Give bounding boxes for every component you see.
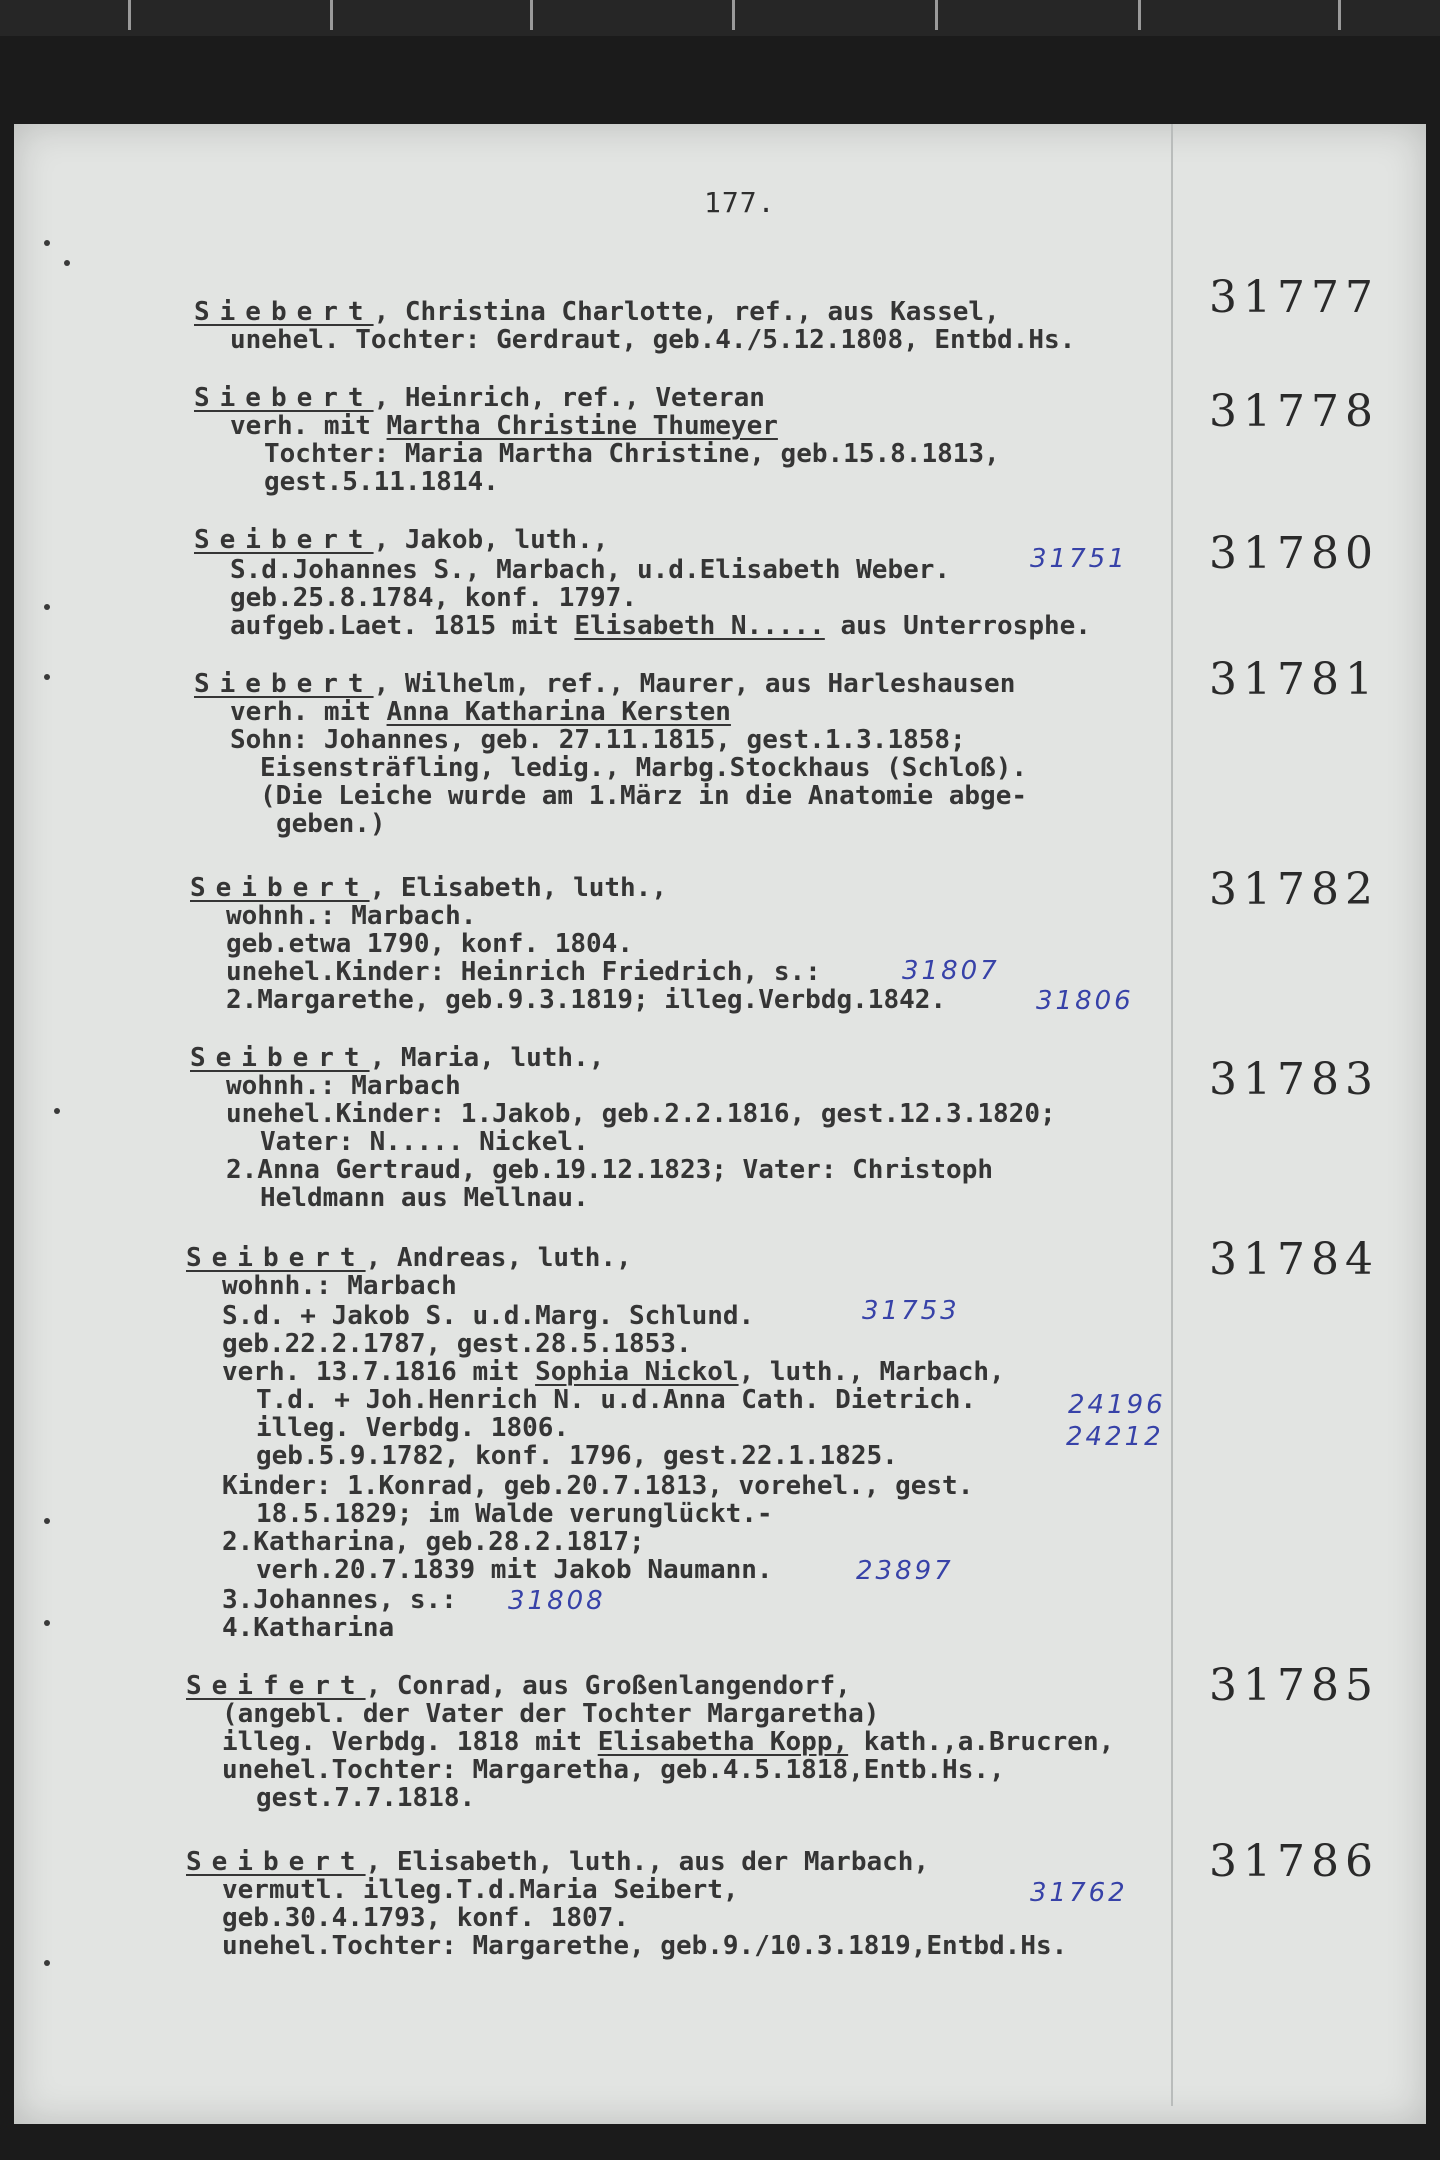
handwritten-crossref: 31807: [902, 956, 1000, 986]
entry-line: 4.Katharina: [222, 1613, 395, 1643]
entry-line-suffix: kath.,a.Brucren,: [848, 1727, 1115, 1757]
entry-line: geben.): [276, 809, 386, 839]
entry-head: [186, 1848, 929, 1876]
entry-ref-number: 31783: [1209, 1054, 1379, 1105]
punch-hole-mark: [44, 1620, 50, 1626]
entry-line: verh.20.7.1839 mit Jakob Naumann.: [256, 1555, 773, 1585]
entry-line-prefix: verh. mit: [230, 697, 387, 727]
entry-line: Eisensträfling, ledig., Marbg.Stockhaus (Schloß).: [260, 753, 1028, 783]
entry-line: geb.22.2.1787, gest.28.5.1853.: [222, 1329, 692, 1359]
entry-line: Tochter: Maria Martha Christine, geb.15.8.1813,: [264, 439, 1000, 469]
entry-line: unehel.Tochter: Margaretha, geb.4.5.1818,Entb.Hs.,: [222, 1755, 1005, 1785]
entry-surname: Seibert: [186, 1243, 366, 1273]
entry-ref-number: 31782: [1209, 864, 1379, 915]
entry-head: [194, 526, 608, 554]
film-tick: [732, 0, 735, 30]
entry-line: 2.Anna Gertraud, geb.19.12.1823; Vater: Christoph: [226, 1155, 994, 1185]
entry-head: [190, 1044, 604, 1072]
entry-line: unehel.Tochter: Margarethe, geb.9./10.3.1819,Entbd.Hs.: [222, 1931, 1068, 1961]
punch-hole-mark: [44, 240, 50, 246]
entry-line-prefix: illeg. Verbdg. 1818 mit: [222, 1727, 598, 1757]
entry-surname: Siebert: [194, 297, 374, 327]
entry-line: S.d.Johannes S., Marbach, u.d.Elisabeth Weber.: [230, 555, 951, 585]
entry-line-prefix: aufgeb.Laet. 1815 mit: [230, 611, 575, 641]
handwritten-crossref: 31762: [1030, 1878, 1128, 1908]
entry-surname: Seibert: [190, 1043, 370, 1073]
entry-head-text: , Conrad, aus Großenlangendorf,: [365, 1671, 851, 1701]
punch-hole-mark: [44, 1960, 50, 1966]
entry-ref-number: 31781: [1209, 654, 1379, 705]
page-number: 177.: [704, 186, 776, 219]
entry-line: wohnh.: Marbach.: [226, 901, 477, 931]
handwritten-crossref: 23897: [856, 1556, 954, 1586]
entry-spouse-name: Elisabeth N.....: [574, 611, 825, 641]
entry-head-text: , Christina Charlotte, ref., aus Kassel,: [373, 297, 1000, 327]
entry-line: S.d. + Jakob S. u.d.Marg. Schlund.: [222, 1301, 755, 1331]
entry-surname: Siebert: [194, 669, 374, 699]
entry-line: unehel. Tochter: Gerdraut, geb.4./5.12.1808, Entbd.Hs.: [230, 325, 1076, 355]
entry-spouse-line: [230, 412, 778, 440]
entry-line: wohnh.: Marbach: [226, 1071, 461, 1101]
entry-head: [194, 298, 1000, 326]
entry-surname: Seibert: [194, 525, 374, 555]
entry-line: 18.5.1829; im Walde verunglückt.-: [256, 1499, 773, 1529]
entry-spouse-name: Martha Christine Thumeyer: [386, 411, 778, 441]
margin-rule: [1171, 124, 1173, 2106]
entry-head: [190, 874, 667, 902]
top-film-strip: [0, 0, 1440, 36]
entry-aufgeb-line: [230, 612, 1091, 640]
entry-spouse-line: [230, 698, 731, 726]
punch-hole-mark: [44, 1518, 50, 1524]
film-tick: [935, 0, 938, 30]
entry-ref-number: 31778: [1209, 386, 1379, 437]
handwritten-crossref: 31751: [1030, 544, 1128, 574]
entry-line: gest.5.11.1814.: [264, 467, 499, 497]
entry-surname: Seifert: [186, 1671, 366, 1701]
punch-hole-mark: [44, 604, 50, 610]
film-tick: [128, 0, 131, 30]
entry-head-text: , Jakob, luth.,: [373, 525, 609, 555]
entry-line: T.d. + Joh.Henrich N. u.d.Anna Cath. Dietrich.: [256, 1385, 977, 1415]
entry-line: 3.Johannes, s.:: [222, 1585, 457, 1615]
punch-hole-mark: [64, 260, 70, 266]
entry-line: 2.Katharina, geb.28.2.1817;: [222, 1527, 645, 1557]
film-tick: [1338, 0, 1341, 30]
entry-head-text: , Heinrich, ref., Veteran: [373, 383, 765, 413]
entry-head-text: , Elisabeth, luth.,: [369, 873, 667, 903]
entry-ref-number: 31780: [1209, 528, 1379, 579]
entry-line: geb.5.9.1782, konf. 1796, gest.22.1.1825.: [256, 1441, 898, 1471]
entry-head-text: , Wilhelm, ref., Maurer, aus Harleshausen: [373, 669, 1016, 699]
punch-hole-mark: [44, 674, 50, 680]
entry-ref-number: 31777: [1209, 272, 1379, 323]
entry-line: 2.Margarethe, geb.9.3.1819; illeg.Verbdg.1842.: [226, 985, 947, 1015]
entry-line: (angebl. der Vater der Tochter Margaretha): [222, 1699, 880, 1729]
entry-surname: Siebert: [194, 383, 374, 413]
entry-line: Kinder: 1.Konrad, geb.20.7.1813, vorehel., gest.: [222, 1471, 974, 1501]
film-tick: [1138, 0, 1141, 30]
entry-head: [186, 1672, 851, 1700]
entry-spouse-name: Sophia Nickol: [535, 1357, 739, 1387]
entry-head-text: , Maria, luth.,: [369, 1043, 605, 1073]
entry-line: Sohn: Johannes, geb. 27.11.1815, gest.1.3.1858;: [230, 725, 966, 755]
entry-line-suffix: , luth., Marbach,: [738, 1357, 1005, 1387]
entry-line: gest.7.7.1818.: [256, 1783, 476, 1813]
entry-line: vermutl. illeg.T.d.Maria Seibert,: [222, 1875, 739, 1905]
entry-ref-number: 31784: [1209, 1234, 1379, 1285]
entry-head: [194, 670, 1015, 698]
entry-line: illeg. Verbdg. 1806.: [256, 1413, 570, 1443]
handwritten-crossref: 24212: [1066, 1422, 1164, 1452]
entry-line-prefix: verh. 13.7.1816 mit: [222, 1357, 536, 1387]
film-tick: [530, 0, 533, 30]
document-page: [14, 124, 1426, 2124]
entry-verh-line: [222, 1358, 1005, 1386]
entry-surname: Seibert: [186, 1847, 366, 1877]
entry-line: wohnh.: Marbach: [222, 1271, 457, 1301]
entry-line: unehel.Kinder: Heinrich Friedrich, s.:: [226, 957, 821, 987]
entry-head: [194, 384, 765, 412]
film-tick: [330, 0, 333, 30]
entry-head-text: , Elisabeth, luth., aus der Marbach,: [365, 1847, 930, 1877]
entry-spouse-name: Elisabetha Kopp,: [597, 1727, 849, 1757]
entry-surname: Seibert: [190, 873, 370, 903]
entry-line: Heldmann aus Mellnau.: [260, 1183, 589, 1213]
entry-line-suffix: aus Unterrosphe.: [824, 611, 1091, 641]
entry-line: geb.30.4.1793, konf. 1807.: [222, 1903, 629, 1933]
entry-head: [186, 1244, 632, 1272]
entry-line: unehel.Kinder: 1.Jakob, geb.2.2.1816, gest.12.3.1820;: [226, 1099, 1056, 1129]
handwritten-crossref: 24196: [1068, 1390, 1166, 1420]
entry-line: geb.etwa 1790, konf. 1804.: [226, 929, 633, 959]
entry-line: geb.25.8.1784, konf. 1797.: [230, 583, 637, 613]
entry-spouse-name: Anna Katharina Kersten: [386, 697, 731, 727]
entry-illeg-line: [222, 1728, 1114, 1756]
entry-ref-number: 31785: [1209, 1660, 1379, 1711]
entry-line: (Die Leiche wurde am 1.März in die Anatomie abge-: [260, 781, 1028, 811]
handwritten-crossref: 31806: [1036, 986, 1134, 1016]
punch-hole-mark: [54, 1108, 60, 1114]
entry-head-text: , Andreas, luth.,: [365, 1243, 632, 1273]
entry-line-prefix: verh. mit: [230, 411, 387, 441]
entry-line: Vater: N..... Nickel.: [260, 1127, 589, 1157]
handwritten-crossref: 31753: [862, 1296, 960, 1326]
handwritten-crossref: 31808: [508, 1586, 606, 1616]
entry-ref-number: 31786: [1209, 1836, 1379, 1887]
